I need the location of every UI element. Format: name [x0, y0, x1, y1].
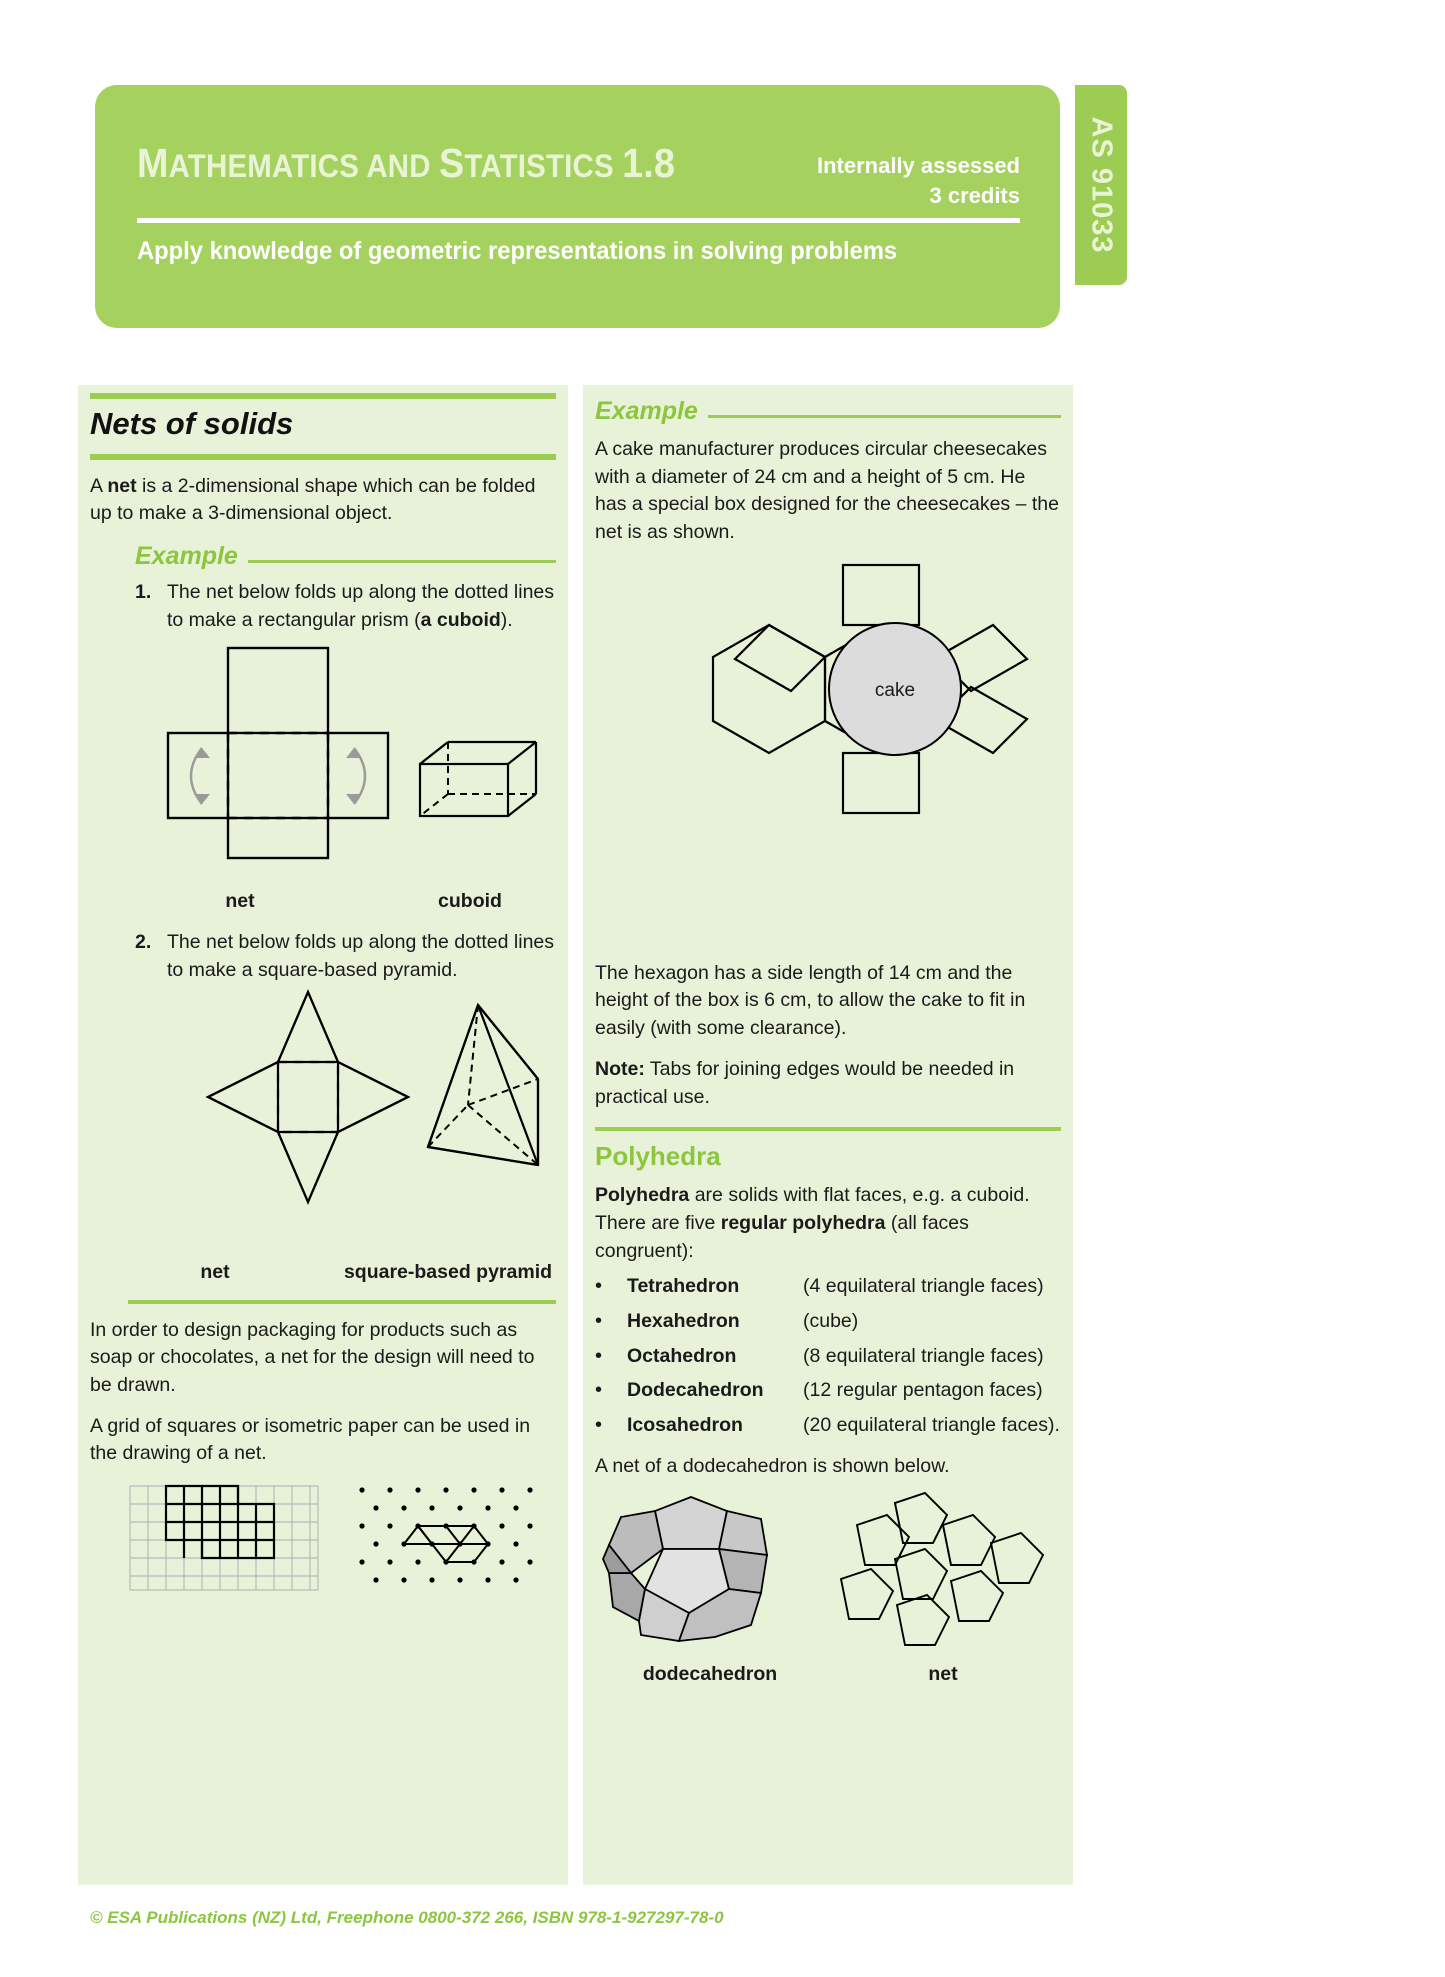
bullet-dot: • — [595, 1413, 603, 1436]
list-item — [595, 1375, 1061, 1406]
cake-problem-paragraph: A cake manufacturer produces circular cheesecakes with a diameter of 24 cm and a height of 5 cm. He has a special box designed for the cheesecakes – the net is as shown. — [595, 438, 1059, 544]
polyhedron-name: Octahedron — [627, 1344, 737, 1367]
example-header-right — [595, 397, 1061, 426]
figure-2-captions — [90, 1261, 556, 1284]
footer-copyright: © ESA Publications (NZ) Ltd, Freephone 0800-372 266, ISBN 978-1-927297-78-0 — [90, 1908, 724, 1927]
list-item — [595, 1341, 1061, 1372]
bullet-dot: • — [595, 1275, 603, 1298]
polyhedron-desc: (20 equilateral triangle faces). — [803, 1413, 1060, 1436]
section-rule-bottom — [90, 454, 556, 460]
grid-paragraph: A grid of squares or isometric paper can be used in the drawing of a net. — [90, 1414, 531, 1465]
caption-net-1: net — [225, 890, 255, 913]
caption-pyramid: square-based pyramid — [343, 1260, 553, 1283]
cake-label-text: cake — [874, 679, 916, 701]
credit-count: 3 credits — [929, 182, 1020, 208]
polyhedron-name: Icosahedron — [627, 1413, 743, 1436]
header-band — [95, 85, 1060, 328]
cuboid-net-svg — [90, 636, 556, 886]
polyhedron-desc: (8 equilateral triangle faces) — [803, 1344, 1044, 1367]
bullet-dot: • — [595, 1309, 603, 1332]
grid-isometric-svg — [90, 1478, 556, 1598]
example-rule — [708, 415, 1061, 418]
packaging-paragraph: In order to design packaging for products such as soap or chocolates, a net for the design will need to be drawn. — [90, 1318, 535, 1397]
figure-dodecahedron-captions — [595, 1663, 1061, 1686]
note-label: Note: — [595, 1057, 645, 1080]
polyhedron-desc: (cube) — [803, 1309, 859, 1332]
assessment-info — [817, 143, 1020, 210]
polyhedron-name: Hexahedron — [627, 1309, 740, 1332]
list-number: 2. — [135, 931, 152, 954]
standard-subtitle: Apply knowledge of geometric representations in solving problems — [137, 237, 898, 265]
note-paragraph — [595, 1056, 1061, 1111]
polyhedron-name: Dodecahedron — [627, 1379, 764, 1402]
example-rule — [248, 560, 556, 563]
standard-code-tab — [1075, 85, 1127, 285]
example-list-2 — [90, 929, 556, 984]
assessment-type: Internally assessed — [816, 153, 1020, 178]
figure-cake-box-net — [595, 547, 1061, 947]
polyhedra-intro: Polyhedra are solids with flat faces, e.g. a cuboid. There are five regular polyhedra (all faces congruent): — [595, 1184, 1030, 1262]
example-header-left — [135, 542, 556, 571]
bullet-dot: • — [595, 1344, 603, 1367]
note-body: Tabs for joining edges would be needed in practical use. — [595, 1057, 1015, 1108]
right-column — [583, 385, 1073, 1885]
list-text: The net below folds up along the dotted lines to make a square-based pyramid. — [167, 931, 555, 981]
figure-1-captions — [90, 890, 556, 913]
bullet-dot: • — [595, 1379, 603, 1402]
standard-code-label: AS 91033 — [1085, 116, 1118, 254]
polyhedra-heading: Polyhedra — [595, 1141, 721, 1172]
cake-box-net-svg — [595, 547, 1061, 947]
caption-net-2: net — [200, 1260, 230, 1283]
figure-cuboid-net — [90, 636, 556, 913]
list-item — [595, 1410, 1061, 1441]
figure-dodecahedron — [595, 1489, 1061, 1686]
dodecahedron-svg — [595, 1489, 1061, 1659]
section-heading-nets: Nets of solids — [90, 406, 294, 441]
polyhedron-desc: (4 equilateral triangle faces) — [803, 1275, 1044, 1298]
polyhedra-list — [595, 1271, 1061, 1440]
caption-dodecahedron: dodecahedron — [642, 1663, 778, 1686]
figure-grid-isometric — [90, 1478, 556, 1598]
example-label: Example — [135, 541, 238, 570]
left-column — [78, 385, 568, 1885]
polyhedron-desc: (12 regular pentagon faces) — [803, 1379, 1043, 1402]
list-item — [595, 1271, 1061, 1302]
page-title: MATHEMATICS AND STATISTICS 1.8 — [137, 140, 676, 186]
list-text: The net below folds up along the dotted lines to make a rectangular prism (a cuboid). — [167, 580, 555, 631]
list-item — [135, 579, 556, 634]
list-number: 1. — [135, 580, 152, 603]
list-item — [135, 929, 556, 984]
header-top-row — [137, 140, 1020, 210]
figure-pyramid-net — [90, 987, 556, 1284]
example-label: Example — [595, 397, 698, 425]
list-item — [595, 1306, 1061, 1337]
polyhedron-name: Tetrahedron — [627, 1275, 740, 1298]
packaging-divider — [128, 1300, 556, 1304]
page-header — [95, 85, 1060, 328]
dodecahedron-intro: A net of a dodecahedron is shown below. — [595, 1455, 950, 1478]
example-list — [90, 579, 556, 634]
header-divider — [137, 218, 1020, 223]
caption-cuboid: cuboid — [438, 890, 502, 913]
pyramid-net-svg — [90, 987, 556, 1257]
hexagon-dimensions-paragraph: The hexagon has a side length of 14 cm and the height of the box is 6 cm, to allow the cake to fit in easily (with some clearance). — [595, 961, 1026, 1040]
polyhedra-divider — [595, 1127, 1061, 1131]
nets-intro-paragraph: A net is a 2-dimensional shape which can be folded up to make a 3-dimensional object. — [90, 474, 536, 525]
caption-dodecahedron-net: net — [928, 1663, 958, 1686]
